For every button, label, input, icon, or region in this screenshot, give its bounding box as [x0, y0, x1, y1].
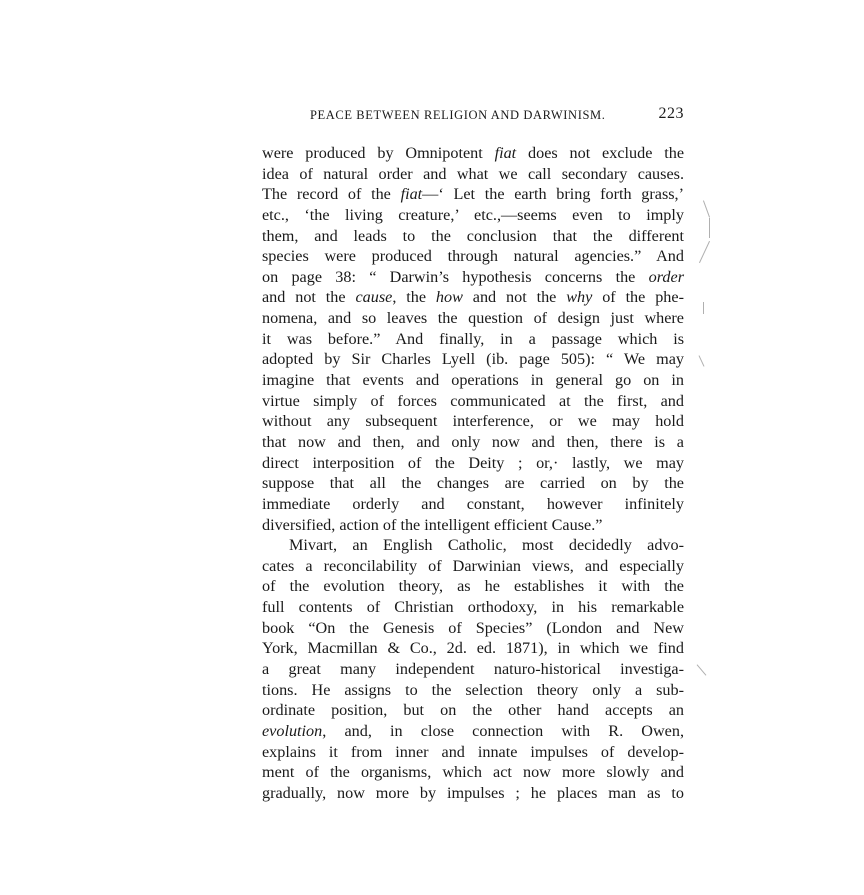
text-segment: immediate orderly and constant, however infinitely — [262, 494, 684, 513]
text-line — [262, 494, 684, 515]
text-line — [262, 638, 684, 659]
text-segment: of the phe- — [592, 288, 684, 307]
text-line — [262, 329, 684, 350]
text-segment: of the evolution theory, as he establishes it with the — [262, 577, 684, 596]
italic-text: why — [566, 288, 593, 307]
text-segment: and not the — [262, 288, 356, 307]
text-segment: adopted by Sir Charles Lyell (ib. page 505): “ We may — [262, 350, 684, 369]
text-segment: , the — [392, 288, 436, 307]
text-line — [262, 164, 684, 185]
text-line — [262, 453, 684, 474]
text-line — [262, 576, 684, 597]
italic-text: fiat — [400, 185, 423, 204]
text-segment: —‘ Let the earth bring forth grass,’ — [422, 185, 684, 204]
running-head — [262, 105, 684, 128]
text-segment: tions. He assigns to the selection theory only a sub- — [262, 680, 684, 699]
text-segment: , and, in close connection with R. Owen, — [322, 721, 684, 740]
text-line — [262, 226, 684, 247]
text-line — [262, 742, 684, 763]
text-line — [262, 432, 684, 453]
text-segment: cates a reconcilability of Darwinian views, and especially — [262, 556, 684, 575]
text-segment: on page 38: “ Darwin’s hypothesis concerns the — [262, 267, 649, 286]
text-segment: book “On the Genesis of Species” (London and New — [262, 618, 684, 637]
text-segment: The record of the — [262, 185, 401, 204]
text-segment: suppose that all the changes are carried on by the — [262, 474, 684, 493]
text-segment: Mivart, an English Catholic, most decidedly advo- — [289, 536, 684, 555]
margin-mark — [699, 355, 705, 366]
text-segment: species were produced through natural agencies.” And — [262, 247, 684, 266]
italic-text: cause — [355, 288, 393, 307]
text-line — [262, 783, 684, 804]
text-segment: imagine that events and operations in general go on in — [262, 371, 684, 390]
text-line — [262, 370, 684, 391]
text-line — [262, 618, 684, 639]
text-line — [262, 246, 684, 267]
text-line — [262, 700, 684, 721]
text-line — [262, 597, 684, 618]
text-segment: nomena, and so leaves the question of design just where — [262, 309, 684, 328]
italic-text: order — [648, 267, 684, 286]
text-segment: a great many independent naturo-historical investiga- — [262, 660, 684, 679]
text-line — [262, 762, 684, 783]
margin-mark — [697, 664, 707, 675]
margin-mark — [709, 218, 710, 238]
margin-mark — [703, 200, 710, 217]
text-segment: gradually, now more by impulses ; he places man as to — [262, 783, 684, 802]
text-line — [262, 391, 684, 412]
text-segment: direct interposition of the Deity ; or,· lastly, we may — [262, 453, 684, 472]
page-number: 223 — [658, 105, 684, 122]
text-segment: diversified, action of the intelligent efficient Cause.” — [262, 515, 603, 534]
text-segment: ment of the organisms, which act now more slowly and — [262, 763, 684, 782]
text-line — [262, 184, 684, 205]
text-segment: ordinate position, but on the other hand accepts an — [262, 701, 684, 720]
text-line — [262, 535, 684, 556]
text-segment: without any subsequent interference, or we may hold — [262, 412, 684, 431]
margin-mark — [699, 241, 710, 263]
text-line — [262, 659, 684, 680]
text-segment: that now and then, and only now and then, there is a — [262, 432, 684, 451]
text-line — [262, 143, 684, 164]
text-segment: full contents of Christian orthodoxy, in his remarkable — [262, 598, 684, 617]
text-line — [262, 680, 684, 701]
text-line — [262, 473, 684, 494]
text-segment: virtue simply of forces communicated at the first, and — [262, 391, 684, 410]
text-segment: were produced by Omnipotent — [262, 144, 495, 162]
running-head-title: PEACE BETWEEN RELIGION AND DARWINISM. — [310, 108, 606, 122]
italic-text: fiat — [494, 144, 517, 162]
text-segment: and not the — [462, 288, 567, 307]
margin-mark — [703, 302, 704, 314]
text-line — [262, 205, 684, 226]
text-segment: explains it from inner and innate impulses of develop- — [262, 742, 684, 761]
text-line — [262, 308, 684, 329]
text-line — [262, 556, 684, 577]
text-segment: it was before.” And finally, in a passage which is — [262, 329, 684, 348]
text-segment: idea of natural order and what we call secondary causes. — [262, 164, 684, 183]
text-line — [262, 515, 684, 536]
body-text — [262, 143, 684, 804]
text-line — [262, 411, 684, 432]
text-segment: does not exclude the — [516, 144, 685, 162]
text-segment: York, Macmillan & Co., 2d. ed. 1871), in which we find — [262, 639, 684, 658]
italic-text: evolution — [262, 721, 323, 740]
text-line — [262, 267, 684, 288]
text-segment: etc., ‘the living creature,’ etc.,—seems even to imply — [262, 205, 684, 224]
text-line — [262, 721, 684, 742]
italic-text: how — [435, 288, 463, 307]
text-line — [262, 349, 684, 370]
text-segment: them, and leads to the conclusion that the different — [262, 226, 684, 245]
text-line — [262, 287, 684, 308]
